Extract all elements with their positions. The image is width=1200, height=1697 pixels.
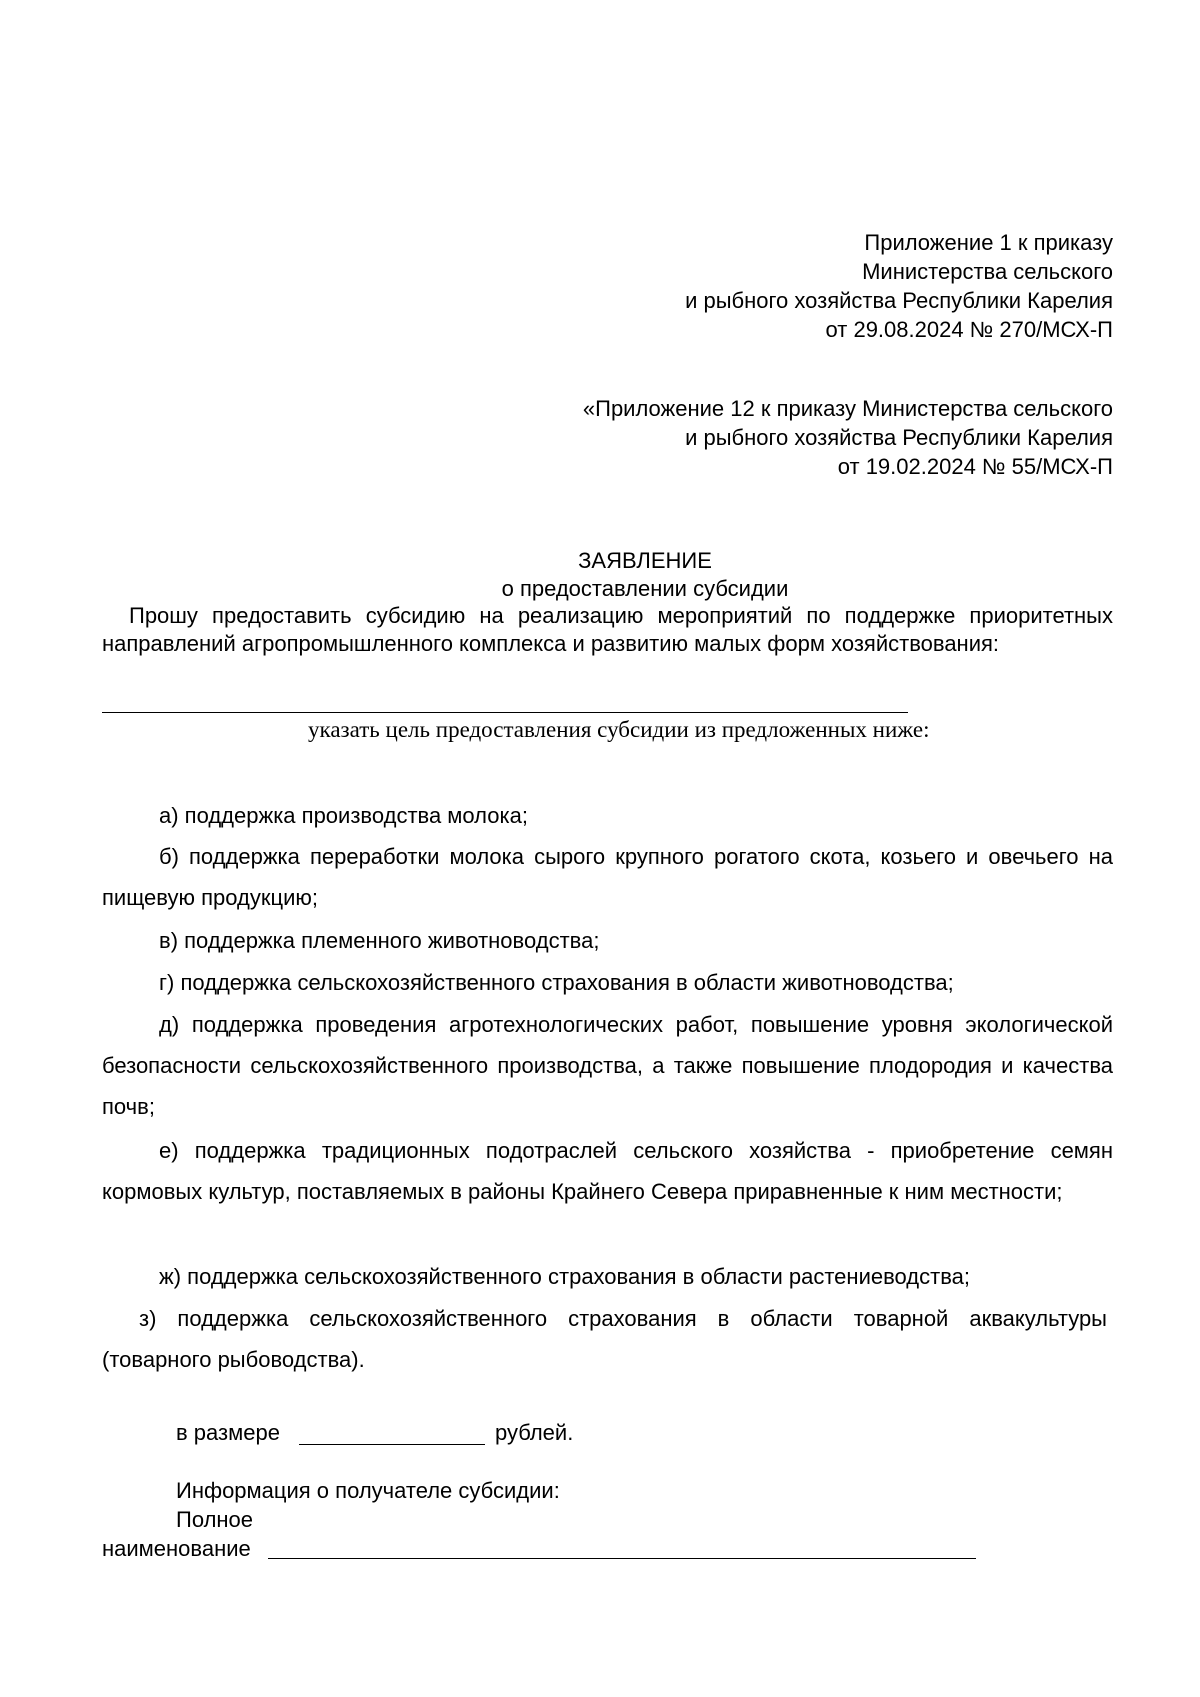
purpose-hint: указать цель предоставления субсидии из предложенных ниже: — [308, 717, 930, 742]
recipient-heading: Информация о получателе субсидии: — [176, 1478, 560, 1503]
list-item: ж) поддержка сельскохозяйственного страхования в области растениеводства; — [159, 1264, 970, 1289]
list-item: б) поддержка переработки молока сырого крупного рогатого скота, козьего и овечьего на пищевую продукцию; — [102, 844, 1113, 910]
appendix-header-line: Приложение 1 к приказу — [864, 230, 1113, 255]
list-item: а) поддержка производства молока; — [159, 803, 528, 828]
amount-prefix: в размере — [176, 1420, 280, 1445]
intro-paragraph: Прошу предоставить субсидию на реализацию мероприятий по поддержке приоритетных направлений агропромышленного комплекса и развитию малых форм хозяйствования: — [102, 603, 1113, 656]
document-title: ЗАЯВЛЕНИЕ — [578, 548, 712, 573]
list-item: з) поддержка сельскохозяйственного страхования в области товарной аквакультуры (товарного рыбоводства). — [102, 1306, 1107, 1372]
document-subtitle: о предоставлении субсидии — [501, 576, 789, 601]
full-name-label: Полное — [176, 1507, 254, 1532]
appendix-header-line: и рыбного хозяйства Республики Карелия — [685, 288, 1113, 313]
full-name-label: наименование — [102, 1536, 251, 1561]
original-appendix-header — [583, 394, 1113, 481]
original-appendix-header-line: от 19.02.2024 № 55/МСХ-П — [837, 454, 1113, 479]
list-item: в) поддержка племенного животноводства; — [159, 928, 600, 953]
amount-fill-line[interactable] — [299, 1444, 485, 1445]
full-name-fill-line[interactable] — [268, 1558, 976, 1559]
amount-suffix: рублей. — [495, 1420, 574, 1445]
list-item: г) поддержка сельскохозяйственного страхования в области животноводства; — [159, 970, 954, 995]
original-appendix-header-line: и рыбного хозяйства Республики Карелия — [685, 425, 1113, 450]
list-item: д) поддержка проведения агротехнологических работ, повышение уровня экологической безопасности сельскохозяйственного производства, а также повышение плодородия и качества почв; — [102, 1012, 1113, 1119]
purpose-fill-line[interactable] — [102, 712, 908, 713]
appendix-header-line: от 29.08.2024 № 270/МСХ-П — [825, 317, 1113, 342]
list-item: е) поддержка традиционных подотраслей сельского хозяйства - приобретение семян кормовых культур, поставляемых в районы Крайнего Севера приравненные к ним местности; — [102, 1138, 1113, 1204]
appendix-header-line: Министерства сельского — [862, 259, 1113, 284]
original-appendix-header-line: «Приложение 12 к приказу Министерства сельского — [582, 396, 1113, 421]
appendix-header — [685, 228, 1113, 344]
